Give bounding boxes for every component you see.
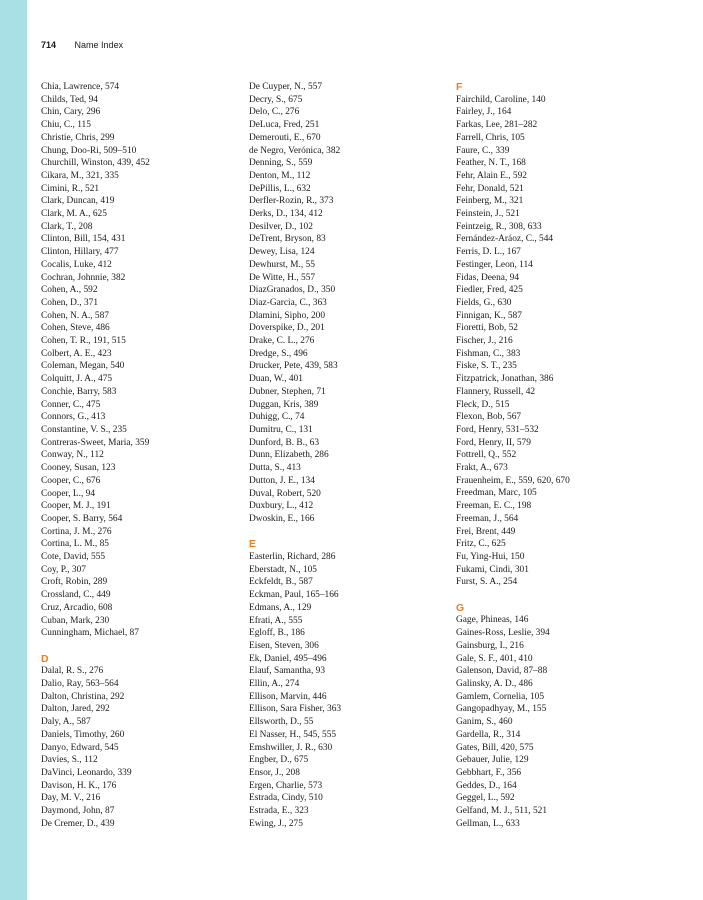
- index-entry: Colquitt, J. A., 475: [41, 374, 113, 385]
- page-header: [41, 40, 123, 50]
- index-entry: Drucker, Pete, 439, 583: [249, 361, 338, 372]
- index-entry: Fishman, C., 383: [456, 348, 521, 359]
- index-entry: Clinton, Hillary, 477: [41, 247, 119, 258]
- index-entry: Finnigan, K., 587: [456, 310, 522, 321]
- index-entry: Chin, Cary, 296: [41, 107, 101, 118]
- index-entry: Fioretti, Bob, 52: [456, 323, 518, 334]
- letter-section: [41, 81, 236, 640]
- index-entry: Davison, H. K., 176: [41, 780, 117, 791]
- index-entry: Dunn, Elizabeth, 286: [249, 450, 329, 461]
- index-entry: Galenson, David, 87–88: [456, 666, 548, 677]
- index-entry: Derks, D., 134, 412: [249, 209, 323, 220]
- index-entry: Ewing, J., 275: [249, 818, 303, 829]
- letter-section: [249, 538, 444, 830]
- index-entry: Dutta, S., 413: [249, 463, 301, 474]
- letter-heading: G: [456, 601, 465, 614]
- index-entry: DeTrent, Bryson, 83: [249, 234, 326, 245]
- index-entry: Fukami, Cindi, 301: [456, 564, 529, 575]
- index-entry: Gage, Phineas, 146: [456, 615, 529, 626]
- page-number: 714: [41, 40, 57, 50]
- index-entry: Ellison, Sara Fisher, 363: [249, 704, 342, 715]
- index-entry: Denning, S., 559: [249, 158, 313, 169]
- index-entry: Desilver, D., 102: [249, 221, 313, 232]
- index-entry: Flexon, Bob, 567: [456, 412, 522, 423]
- index-entry: Egloff, B., 186: [249, 628, 305, 639]
- index-entry: Fairley, J., 164: [456, 107, 512, 118]
- index-entry: Decry, S., 675: [249, 94, 303, 105]
- index-entry: Gates, Bill, 420, 575: [456, 742, 534, 753]
- index-entry: Contreras-Sweet, Maria, 359: [41, 437, 150, 448]
- index-entry: Eberstadt, N., 105: [249, 564, 317, 575]
- index-entry: Ellsworth, D., 55: [249, 717, 314, 728]
- index-entry: Dwoskin, E., 166: [249, 513, 315, 524]
- index-entry: Dalton, Jared, 292: [41, 704, 110, 715]
- index-entry: Cooper, M. J., 191: [41, 501, 111, 512]
- index-entry: Dubner, Stephen, 71: [249, 386, 326, 397]
- index-entry: Crossland, C., 449: [41, 590, 111, 601]
- index-entry: Galinsky, A. D., 486: [456, 679, 533, 689]
- index-entry: Cooney, Susan, 123: [41, 463, 116, 474]
- index-entry: Cochran, Johnnie, 382: [41, 272, 126, 283]
- index-entry: Gaines-Ross, Leslie, 394: [456, 628, 550, 639]
- index-entry: Flannery, Russell, 42: [456, 386, 536, 397]
- index-entry: Delo, C., 276: [249, 107, 300, 118]
- index-entry: Dumitru, C., 131: [249, 424, 313, 435]
- index-entry: Dunford, B. B., 63: [249, 437, 320, 448]
- index-entry: Doverspike, D., 201: [249, 323, 325, 334]
- letter-section: [249, 81, 444, 526]
- index-entry: Ellin, A., 274: [249, 679, 300, 690]
- index-entry: Constantine, V. S., 235: [41, 424, 127, 435]
- index-entry: Fiske, S. T., 235: [456, 361, 517, 372]
- index-entry: Dlamini, Sipho, 200: [249, 310, 326, 321]
- index-entry: Clark, T., 208: [41, 221, 93, 232]
- index-column-3: [456, 81, 651, 830]
- index-entry: Emshwiller, J. R., 630: [249, 742, 333, 753]
- index-entry: Davies, S., 112: [41, 755, 98, 766]
- index-entry: De Witte, H., 557: [249, 272, 316, 283]
- index-entry: Estrada, E., 323: [249, 806, 309, 817]
- index-entry: DiazGranados, D., 350: [249, 285, 336, 296]
- index-entry: Farkas, Lee, 281–282: [456, 120, 538, 131]
- index-entry: Diaz-Garcia, C., 363: [249, 297, 327, 308]
- index-entry: Fehr, Alain E., 592: [456, 170, 527, 181]
- index-entry: Fernández-Aráoz, C., 544: [456, 234, 554, 245]
- index-entry: De Cuyper, N., 557: [249, 82, 323, 92]
- index-entry: Ensor, J., 208: [249, 767, 300, 778]
- index-entry: Feintzeig, R., 308, 633: [456, 221, 542, 232]
- index-entry: Gamlem, Cornelia, 105: [456, 691, 545, 702]
- index-entry: Ford, Henry, II, 579: [456, 437, 531, 448]
- index-entry: Feinstein, J., 521: [456, 209, 520, 220]
- index-entry: Fehr, Donald, 521: [456, 183, 524, 194]
- index-entry: Dewey, Lisa, 124: [249, 247, 315, 258]
- index-entry: Gale, S. F., 401, 410: [456, 653, 533, 664]
- index-entry: Feinberg, M., 321: [456, 196, 524, 207]
- index-entry: Duan, W., 401: [249, 374, 303, 385]
- index-entry: Daymond, John, 87: [41, 806, 115, 817]
- index-entry: Fleck, D., 515: [456, 399, 510, 410]
- index-entry: de Negro, Verónica, 382: [249, 145, 341, 156]
- index-entry: Conner, C., 475: [41, 399, 101, 410]
- index-entry: Easterlin, Richard, 286: [249, 551, 336, 562]
- index-entry: Engber, D., 675: [249, 755, 309, 766]
- index-entry: Dutton, J. E., 134: [249, 475, 315, 486]
- index-entry: Cikara, M., 321, 335: [41, 170, 119, 181]
- index-entry: Cunningham, Michael, 87: [41, 628, 139, 639]
- index-entry: Christie, Chris, 299: [41, 132, 115, 143]
- index-entry: Farrell, Chris, 105: [456, 132, 525, 143]
- index-entry: Frakt, A., 673: [456, 463, 508, 474]
- index-entry: Freedman, Marc, 105: [456, 488, 537, 499]
- index-entry: Clinton, Bill, 154, 431: [41, 234, 126, 245]
- index-entry: Dredge, S., 496: [249, 348, 308, 359]
- index-entry: Conchie, Barry, 583: [41, 386, 117, 397]
- index-entry: Duggan, Kris, 389: [249, 399, 319, 410]
- index-entry: Cooper, S. Barry, 564: [41, 513, 123, 524]
- letter-heading: D: [41, 652, 49, 665]
- index-entry: Eckfeldt, B., 587: [249, 577, 313, 588]
- index-entry: Clark, M. A., 625: [41, 209, 107, 220]
- side-color-band: [0, 0, 27, 900]
- index-entry: Gardella, R., 314: [456, 729, 521, 740]
- index-entry: Cooper, L., 94: [41, 488, 96, 499]
- index-entry: Cohen, Steve, 486: [41, 323, 110, 334]
- index-entry: Derfler-Rozin, R., 373: [249, 196, 334, 207]
- index-column-1: [41, 81, 236, 830]
- index-entry: Childs, Ted, 94: [41, 94, 98, 105]
- index-entry: El Nasser, H., 545, 555: [249, 729, 337, 740]
- index-entry: Gelfand, M. J., 511, 521: [456, 806, 548, 817]
- index-entry: Coy, P., 307: [41, 564, 86, 575]
- index-entry: DePillis, L., 632: [249, 183, 311, 194]
- index-entry: Cohen, N. A., 587: [41, 310, 109, 321]
- index-entry: Eisen, Steven, 306: [249, 640, 319, 651]
- index-entry: Gellman, L., 633: [456, 818, 520, 829]
- index-entry: Cohen, A., 592: [41, 285, 98, 296]
- index-entry: Drake, C. L., 276: [249, 336, 315, 347]
- index-entry: Feather, N. T., 168: [456, 158, 526, 169]
- index-entry: Cimini, R., 521: [41, 183, 100, 194]
- index-entry: Fields, G., 630: [456, 297, 512, 308]
- index-entry: Denton, M., 112: [249, 170, 311, 181]
- index-entry: Chiu, C., 115: [41, 120, 91, 131]
- index-entry: Frauenheim, E., 559, 620, 670: [456, 475, 570, 486]
- index-entry: Frei, Brent, 449: [456, 526, 516, 537]
- index-entry: Gangopadhyay, M., 155: [456, 704, 547, 715]
- index-entry: Cortina, L. M., 85: [41, 539, 109, 550]
- letter-section: [456, 602, 651, 831]
- index-entry: Cuban, Mark, 230: [41, 615, 110, 626]
- index-entry: Ford, Henry, 531–532: [456, 424, 539, 435]
- index-entry: Cruz, Arcadio, 608: [41, 602, 113, 613]
- index-entry: Furst, S. A., 254: [456, 577, 518, 588]
- index-entry: Demerouti, E., 670: [249, 132, 321, 143]
- index-entry: Danyo, Edward, 545: [41, 742, 119, 753]
- index-entry: Fidas, Deena, 94: [456, 272, 520, 283]
- index-entry: Fiedler, Fred, 425: [456, 285, 523, 296]
- index-entry: Eckman, Paul, 165–166: [249, 590, 339, 601]
- index-entry: Day, M. V., 216: [41, 793, 101, 804]
- index-entry: Ellison, Marvin, 446: [249, 691, 327, 702]
- letter-section: [41, 653, 236, 831]
- index-entry: Chia, Lawrence, 574: [41, 82, 120, 92]
- index-entry: Fischer, J., 216: [456, 336, 513, 347]
- running-title: Name Index: [74, 40, 124, 50]
- index-entry: Elauf, Samantha, 93: [249, 666, 326, 677]
- index-entry: Cocalis, Luke, 412: [41, 259, 112, 270]
- index-entry: Fottrell, Q., 552: [456, 450, 517, 461]
- index-entry: Faure, C., 339: [456, 145, 510, 156]
- index-entry: Gebauer, Julie, 129: [456, 755, 529, 766]
- index-entry: Efrati, A., 555: [249, 615, 303, 626]
- index-entry: Fu, Ying-Hui, 150: [456, 552, 525, 562]
- index-entry: DeLuca, Fred, 251: [249, 120, 320, 131]
- index-entry: Fitzpatrick, Jonathan, 386: [456, 374, 554, 385]
- index-entry: Cohen, D., 371: [41, 297, 99, 308]
- index-entry: DaVinci, Leonardo, 339: [41, 767, 132, 778]
- index-entry: Ferris, D. L., 167: [456, 247, 521, 258]
- index-entry: Dalal, R. S., 276: [41, 666, 104, 677]
- index-entry: Cohen, T. R., 191, 515: [41, 336, 126, 347]
- index-entry: Churchill, Winston, 439, 452: [41, 158, 150, 169]
- index-entry: Ganim, S., 460: [456, 717, 513, 728]
- index-entry: Fritz, C., 625: [456, 539, 506, 550]
- index-entry: Dewhurst, M., 55: [249, 259, 315, 270]
- index-entry: Daly, A., 587: [41, 717, 91, 728]
- index-entry: Geddes, D., 164: [456, 780, 517, 791]
- index-column-2: [249, 81, 444, 830]
- index-entry: Duval, Robert, 520: [249, 488, 321, 499]
- index-entry: Clark, Duncan, 419: [41, 196, 115, 207]
- letter-heading: E: [249, 538, 257, 551]
- index-entry: Gainsburg, I., 216: [456, 640, 524, 651]
- index-entry: Estrada, Cindy, 510: [249, 793, 323, 804]
- index-entry: Festinger, Leon, 114: [456, 259, 533, 270]
- index-entry: Dalton, Christina, 292: [41, 691, 125, 702]
- index-entry: Colbert, A. E., 423: [41, 348, 112, 359]
- index-entry: Conway, N., 112: [41, 450, 104, 461]
- index-entry: Cooper, C., 676: [41, 475, 101, 486]
- index-entry: Cortina, J. M., 276: [41, 526, 112, 537]
- index-entry: Cote, David, 555: [41, 552, 106, 563]
- index-entry: Chung, Doo-Ri, 509–510: [41, 145, 137, 156]
- index-entry: Coleman, Megan, 540: [41, 361, 125, 372]
- index-entry: Ergen, Charlie, 573: [249, 780, 323, 791]
- index-entry: Freeman, E. C., 198: [456, 501, 532, 512]
- index-entry: Duxbury, L., 412: [249, 501, 314, 512]
- index-entry: Geggel, L., 592: [456, 793, 515, 804]
- index-entry: Edmans, A., 129: [249, 602, 312, 613]
- index-entry: De Cremer, D., 439: [41, 818, 115, 829]
- index-entry: Duhigg, C., 74: [249, 412, 305, 423]
- index-entry: Croft, Robin, 289: [41, 577, 108, 588]
- index-entry: Freeman, J., 564: [456, 513, 519, 524]
- index-entry: Connors, G., 413: [41, 412, 106, 423]
- index-entry: Dalio, Ray, 563–564: [41, 679, 119, 690]
- index-entry: Fairchild, Caroline, 140: [456, 94, 546, 105]
- index-entry: Ek, Daniel, 495–496: [249, 653, 327, 664]
- letter-section: [456, 81, 651, 589]
- index-entry: Daniels, Timothy, 260: [41, 729, 125, 740]
- letter-heading: F: [456, 81, 463, 93]
- index-entry: Gebbhart, F., 356: [456, 767, 522, 778]
